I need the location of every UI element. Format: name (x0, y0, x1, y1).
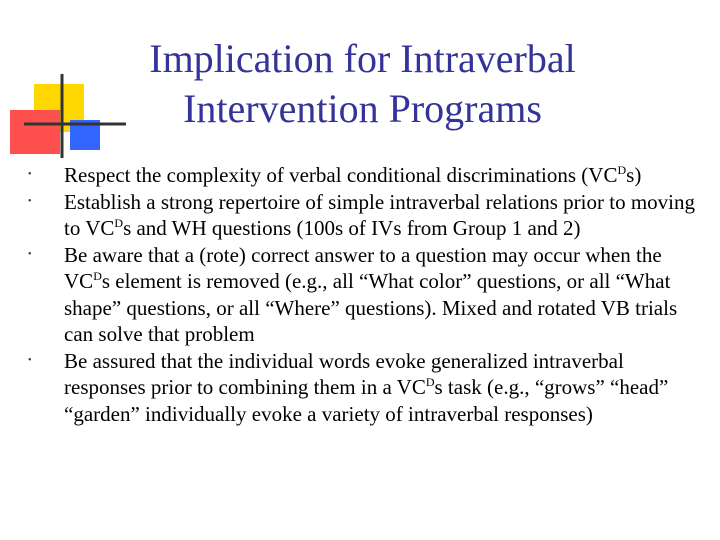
superscript-d: D (425, 375, 435, 389)
bullet-item-2 (28, 189, 698, 242)
bullet-item-1 (28, 162, 698, 189)
bullet-text-part: Be aware that a (rote) correct answer to a question may occur when the VC (64, 242, 662, 293)
bullet-text-part: s and WH questions (100s of IVs from Group 1 and 2) (123, 216, 581, 240)
slide-title (90, 34, 635, 134)
superscript-d: D (93, 269, 102, 283)
bullet-text-part: Be assured that the individual words evoke generalized intraverbal responses prior to combining them in a VC (64, 348, 624, 399)
bullet-text-part: s task (e.g., “grows” “head” “garden” individually evoke a variety of intraverbal responses) (64, 375, 669, 426)
bullet-text-part: s element is removed (e.g., all “What color” questions, or all “What shape” questions, or all “Where” questions). Mixed and rotated VB trials can solve that problem (64, 269, 678, 346)
bullet-item-4 (28, 348, 698, 428)
bullet-list (28, 162, 698, 427)
bullet-text-part: Respect the complexity of verbal conditional discriminations (VC (64, 163, 618, 187)
bullet-dot-icon: • (28, 248, 32, 260)
bullet-dot-icon: • (28, 169, 32, 180)
bullet-text-part: s) (626, 163, 642, 187)
superscript-d: D (114, 216, 124, 230)
slide-title-line-2: Intervention Programs (183, 86, 542, 131)
bullet-dot-icon: • (28, 195, 32, 207)
bullet-item-3 (28, 242, 698, 348)
slide-title-line-1: Implication for Intraverbal (149, 36, 576, 81)
superscript-d: D (617, 163, 627, 177)
deco-red-bar (10, 110, 60, 154)
bullet-dot-icon: • (28, 354, 32, 366)
bullet-text-part: Establish a strong repertoire of simple intraverbal relations prior to moving to VC (64, 189, 696, 240)
